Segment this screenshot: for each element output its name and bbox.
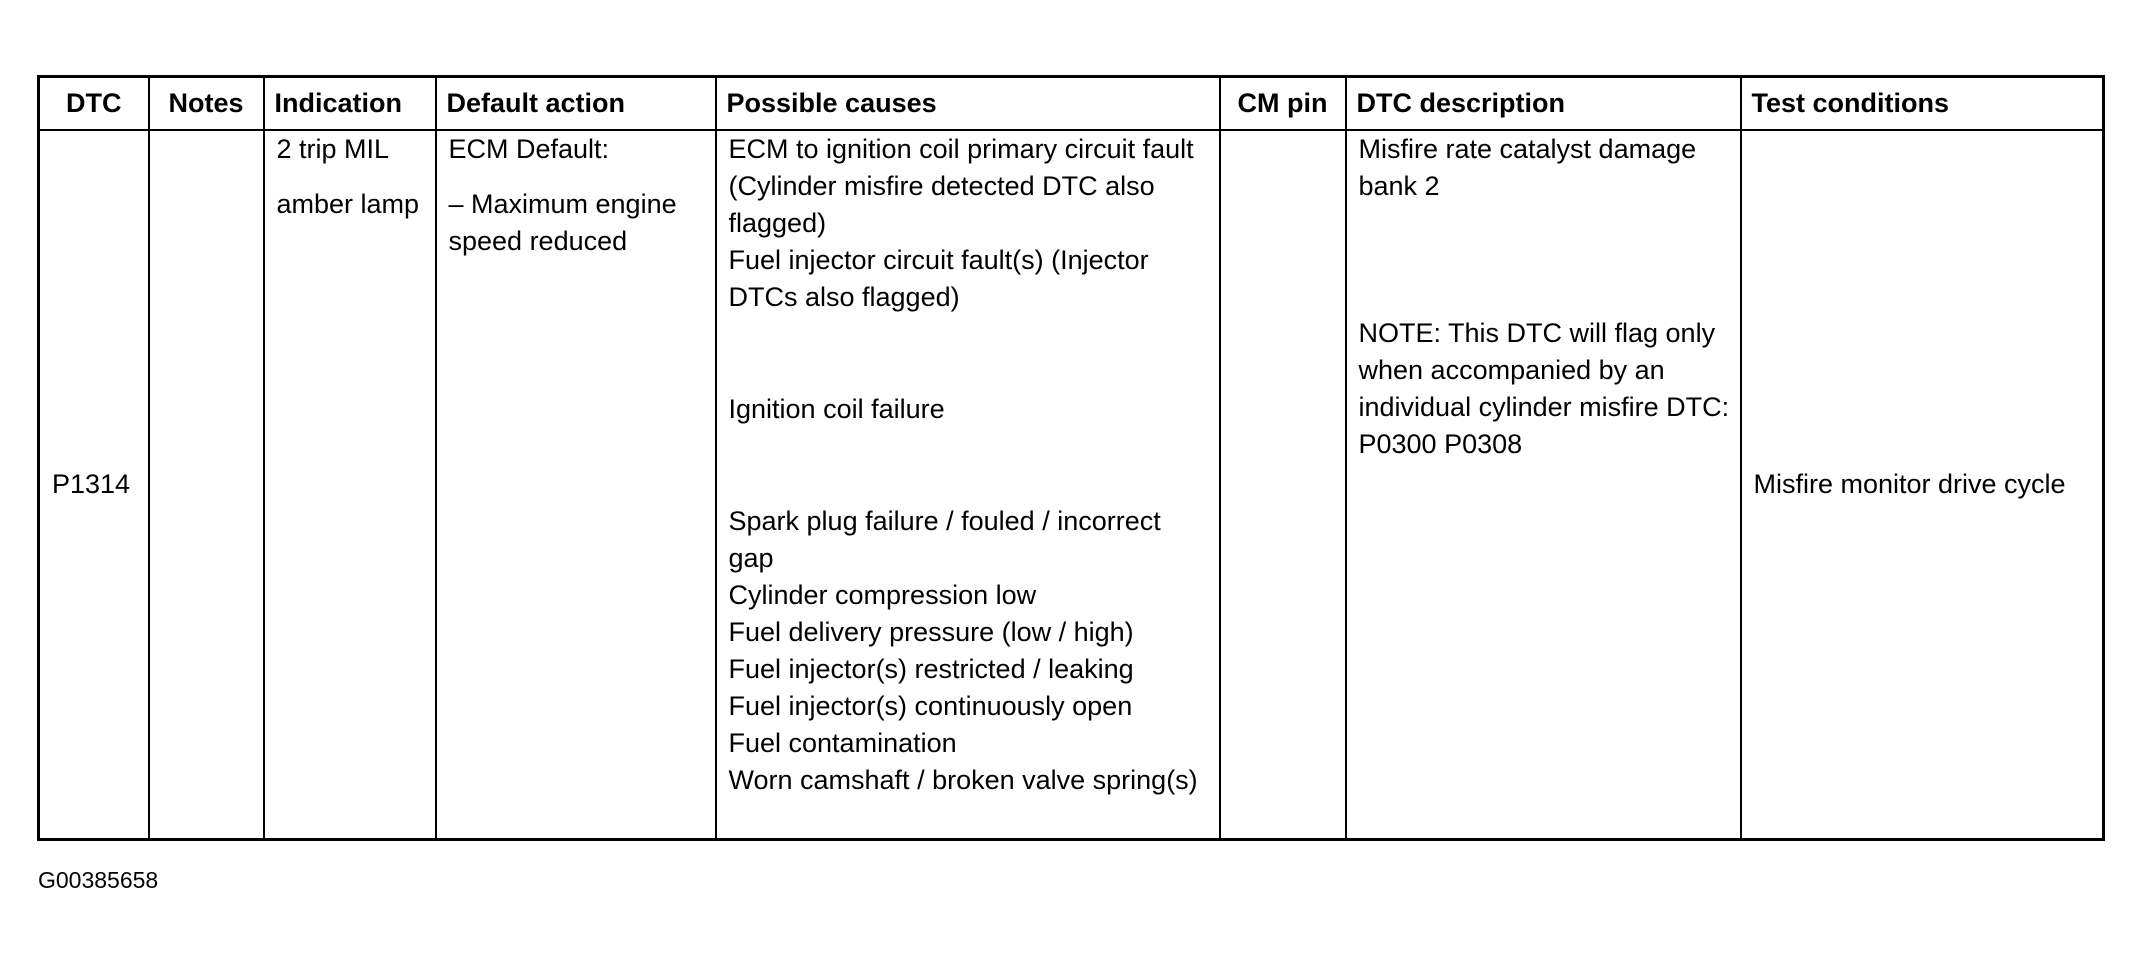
spacer [449, 168, 707, 186]
cell-possible-causes [716, 130, 1220, 840]
figure-id: G00385658 [38, 867, 159, 893]
default-action-line: ECM Default: [448, 134, 610, 164]
cell-notes [149, 130, 264, 840]
spacer [729, 428, 1211, 503]
cause-item: Spark plug failure / fouled / incorrect gap [728, 506, 1161, 573]
table-row [39, 130, 2104, 840]
cause-item: Fuel contamination [728, 728, 957, 758]
dtc-table [37, 75, 2105, 841]
header-possible-causes: Possible causes [716, 77, 1220, 131]
cause-item: Fuel injector(s) restricted / leaking [728, 654, 1134, 684]
cell-indication [264, 130, 436, 840]
cell-dtc-description [1346, 130, 1741, 840]
cause-item: Worn camshaft / broken valve spring(s) [728, 765, 1198, 795]
spacer [1359, 205, 1732, 315]
cause-item: Fuel delivery pressure (low / high) [728, 617, 1134, 647]
header-dtc: DTC [39, 77, 149, 131]
cause-item: Fuel injector(s) continuously open [728, 691, 1133, 721]
cause-item: Ignition coil failure [728, 394, 945, 424]
cause-item: ECM to ignition coil primary circuit fault (Cylinder misfire detected DTC also flagged) [728, 134, 1194, 238]
header-default-action: Default action [436, 77, 716, 131]
default-action-line: – Maximum engine speed reduced [448, 189, 677, 256]
description-text: Misfire rate catalyst damage bank 2 [1358, 134, 1697, 201]
cause-item: Cylinder compression low [728, 580, 1037, 610]
cause-item: Fuel injector circuit fault(s) (Injector DTCs also flagged) [728, 245, 1149, 312]
spacer [277, 168, 427, 186]
header-cm-pin: CM pin [1220, 77, 1346, 131]
spacer [729, 316, 1211, 391]
indication-line: 2 trip MIL [276, 134, 390, 164]
cell-test-conditions: Misfire monitor drive cycle [1741, 130, 2104, 840]
cell-dtc-code: P1314 [39, 130, 149, 840]
header-row [39, 77, 2104, 131]
cell-cm-pin [1220, 130, 1346, 840]
cell-default-action [436, 130, 716, 840]
header-test-conditions: Test conditions [1741, 77, 2104, 131]
indication-line: amber lamp [276, 189, 420, 219]
header-indication: Indication [264, 77, 436, 131]
description-note: NOTE: This DTC will flag only when accompanied by an individual cylinder misfire DTC: P0300 P0308 [1358, 318, 1730, 459]
header-dtc-description: DTC description [1346, 77, 1741, 131]
header-notes: Notes [149, 77, 264, 131]
